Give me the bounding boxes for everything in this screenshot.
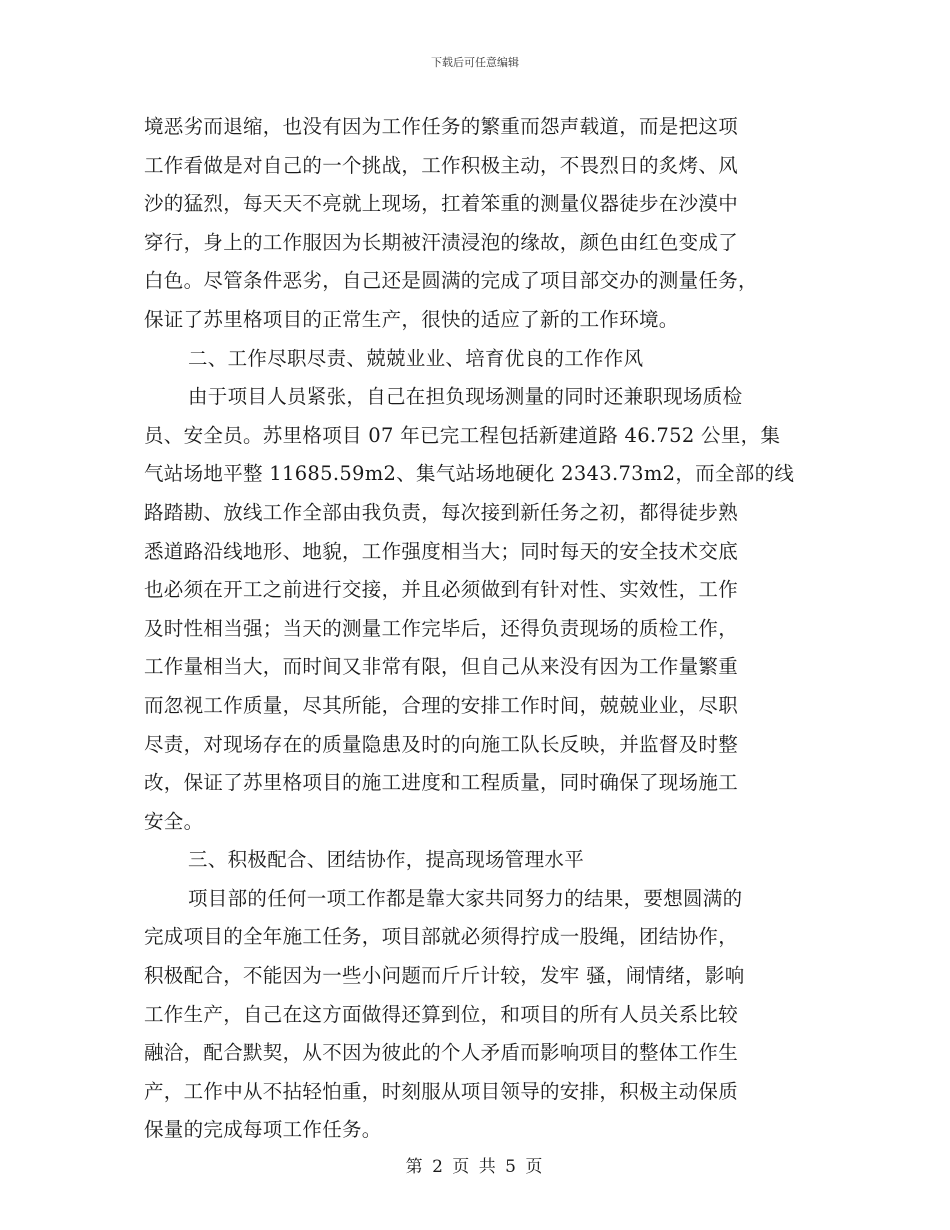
paragraph-line: 尽责，对现场存在的质量隐患及时的向施工队长反映，并监督及时整 bbox=[144, 732, 739, 756]
paragraph-line: 沙的猛烈，每天天不亮就上现场，扛着笨重的测量仪器徒步在沙漠中 bbox=[144, 192, 739, 216]
paragraph-line: 保证了苏里格项目的正常生产，很快的适应了新的工作环境。 bbox=[144, 307, 679, 331]
paragraph-line: 及时性相当强；当天的测量工作完毕后，还得负责现场的质检工作， bbox=[144, 616, 739, 640]
section-heading: 三、积极配合、团结协作，提高现场管理水平 bbox=[188, 848, 585, 872]
paragraph-line: 员、安全员。苏里格项目 07 年已完工程包括新建道路 46.752 公里，集 bbox=[144, 423, 781, 447]
paragraph-line: 悉道路沿线地形、地貌，工作强度相当大；同时每天的安全技术交底 bbox=[144, 539, 739, 563]
paragraph-line: 产，工作中从不拈轻怕重，时刻服从项目领导的安排，积极主动保质 bbox=[144, 1079, 739, 1103]
page-indicator: 第 2 页 共 5 页 bbox=[405, 1157, 545, 1177]
paragraph-line: 工作量相当大，而时间又非常有限，但自己从来没有因为工作量繁重 bbox=[144, 655, 739, 679]
paragraph-line: 保量的完成每项工作任务。 bbox=[144, 1118, 382, 1142]
paragraph-line: 工作看做是对自己的一个挑战，工作积极主动，不畏烈日的炙烤、风 bbox=[144, 153, 739, 177]
paragraph-line: 项目部的任何一项工作都是靠大家共同努力的结果，要想圆满的 bbox=[188, 886, 743, 910]
paragraph-line: 融洽，配合默契，从不因为彼此的个人矛盾而影响项目的整体工作生 bbox=[144, 1041, 739, 1065]
paragraph-line: 工作生产，自己在这方面做得还算到位，和项目的所有人员关系比较 bbox=[144, 1002, 739, 1026]
body-text bbox=[144, 108, 814, 1150]
paragraph-line: 穿行，身上的工作服因为长期被汗渍浸泡的缘故，颜色由红色变成了 bbox=[144, 230, 739, 254]
paragraph-line: 白色。尽管条件恶劣，自己还是圆满的完成了项目部交办的测量任务， bbox=[144, 269, 758, 293]
paragraph-line: 完成项目的全年施工任务，项目部就必须得拧成一股绳，团结协作， bbox=[144, 925, 739, 949]
paragraph-line: 境恶劣而退缩，也没有因为工作任务的繁重而怨声载道，而是把这项 bbox=[144, 115, 739, 138]
paragraph-line: 路踏勘、放线工作全部由我负责，每次接到新任务之初，都得徒步熟 bbox=[144, 500, 739, 524]
paragraph-line: 也必须在开工之前进行交接，并且必须做到有针对性、实效性，工作 bbox=[144, 578, 739, 602]
section-heading: 二、工作尽职尽责、兢兢业业、培育优良的工作作风 bbox=[188, 346, 644, 370]
paragraph-line: 积极配合，不能因为一些小问题而斤斤计较，发牢 骚，闹情绪，影响 bbox=[144, 964, 745, 988]
header-note: 下载后可任意编辑 bbox=[431, 56, 519, 69]
paragraph-line: 而忽视工作质量，尽其所能，合理的安排工作时间，兢兢业业，尽职 bbox=[144, 693, 739, 717]
paragraph-line: 改，保证了苏里格项目的施工进度和工程质量，同时确保了现场施工 bbox=[144, 771, 739, 795]
paragraph-line: 气站场地平整 11685.59m2、集气站场地硬化 2343.73m2，而全部的线 bbox=[144, 462, 795, 486]
paragraph-line: 安全。 bbox=[144, 809, 204, 833]
paragraph-line: 由于项目人员紧张，自己在担负现场测量的同时还兼职现场质检 bbox=[188, 385, 743, 409]
